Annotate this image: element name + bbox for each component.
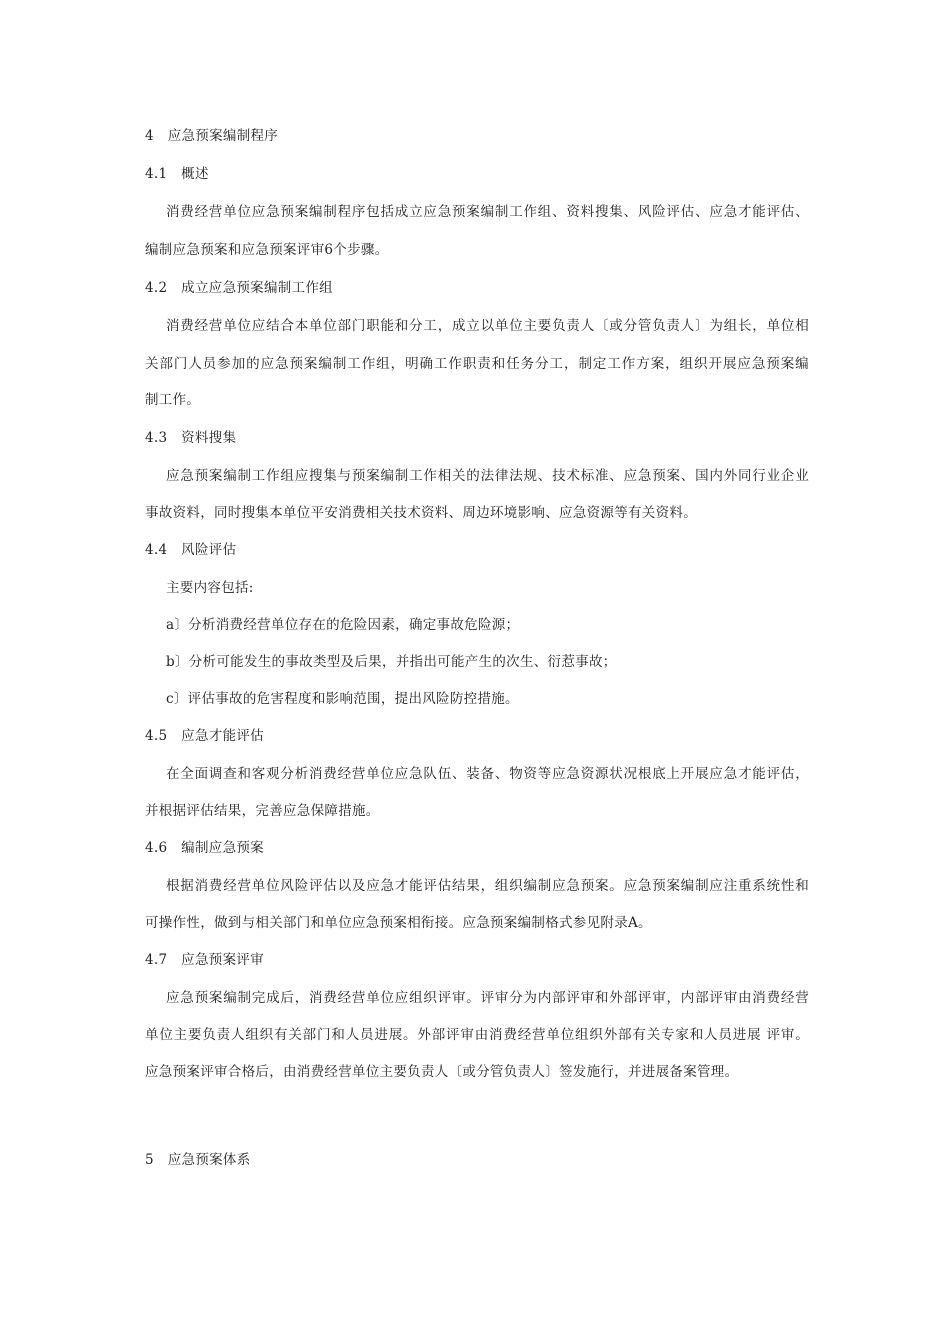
paragraph-line: 根据消费经营单位风险评估以及应急才能评估结果，组织编制应急预案。应急预案编制应注重系统性和 (166, 878, 809, 894)
paragraph-line: 应急预案评审合格后，由消费经营单位主要负责人〔或分管负责人〕签发施行，并进展备案管理。 (145, 1064, 739, 1080)
paragraph-line: 主要内容包括: (166, 580, 254, 596)
section-4-5-heading: 4.5 应急才能评估 (145, 728, 264, 744)
paragraph-line: 关部门人员参加的应急预案编制工作组，明确工作职责和任务分工，制定工作方案，组织开展应急预案编 (145, 356, 809, 372)
section-4-3-heading: 4.3 资料搜集 (145, 430, 237, 446)
paragraph-line: 编制应急预案和应急预案评审6个步骤。 (145, 242, 389, 258)
section-4-heading: 4 应急预案编制程序 (145, 128, 279, 144)
section-4-4-heading: 4.4 风险评估 (145, 542, 237, 558)
section-4-1-heading: 4.1 概述 (145, 166, 209, 182)
section-4-6-heading: 4.6 编制应急预案 (145, 840, 264, 856)
paragraph-line: 在全面调查和客观分析消费经营单位应急队伍、装备、物资等应急资源状况根底上开展应急才能评估， (166, 766, 809, 782)
paragraph-line: 并根据评估结果，完善应急保障措施。 (145, 803, 380, 819)
paragraph-line: 事故资料，同时搜集本单位平安消费相关技术资料、周边环境影响、应急资源等有关资料。 (145, 505, 697, 521)
section-4-7-heading: 4.7 应急预案评审 (145, 952, 264, 968)
paragraph-line: 可操作性，做到与相关部门和单位应急预案相衔接。应急预案编制格式参见附录A。 (145, 915, 652, 931)
paragraph-line: 单位主要负责人组织有关部门和人员进展。外部评审由消费经营单位组织外部有关专家和人员进展 评审。 (145, 1027, 809, 1043)
section-4-2-heading: 4.2 成立应急预案编制工作组 (145, 280, 333, 296)
paragraph-line: 消费经营单位应急预案编制程序包括成立应急预案编制工作组、资料搜集、风险评估、应急才能评估、 (166, 204, 809, 220)
paragraph-line: 应急预案编制完成后，消费经营单位应组织评审。评审分为内部评审和外部评审，内部评审由消费经营 (166, 990, 809, 1006)
list-item: a〕分析消费经营单位存在的危险因素，确定事故危险源； (166, 617, 520, 633)
list-item: c〕评估事故的危害程度和影响范围，提出风险防控措施。 (166, 691, 519, 707)
list-item: b〕分析可能发生的事故类型及后果，并指出可能产生的次生、衍惹事故； (166, 654, 617, 670)
paragraph-line: 应急预案编制工作组应搜集与预案编制工作相关的法律法规、技术标准、应急预案、国内外同行业企业 (166, 468, 809, 484)
section-5-heading: 5 应急预案体系 (145, 1152, 251, 1168)
paragraph-line: 消费经营单位应结合本单位部门职能和分工，成立以单位主要负责人〔或分管负责人〕为组长，单位相 (166, 318, 809, 334)
paragraph-line: 制工作。 (145, 392, 201, 408)
